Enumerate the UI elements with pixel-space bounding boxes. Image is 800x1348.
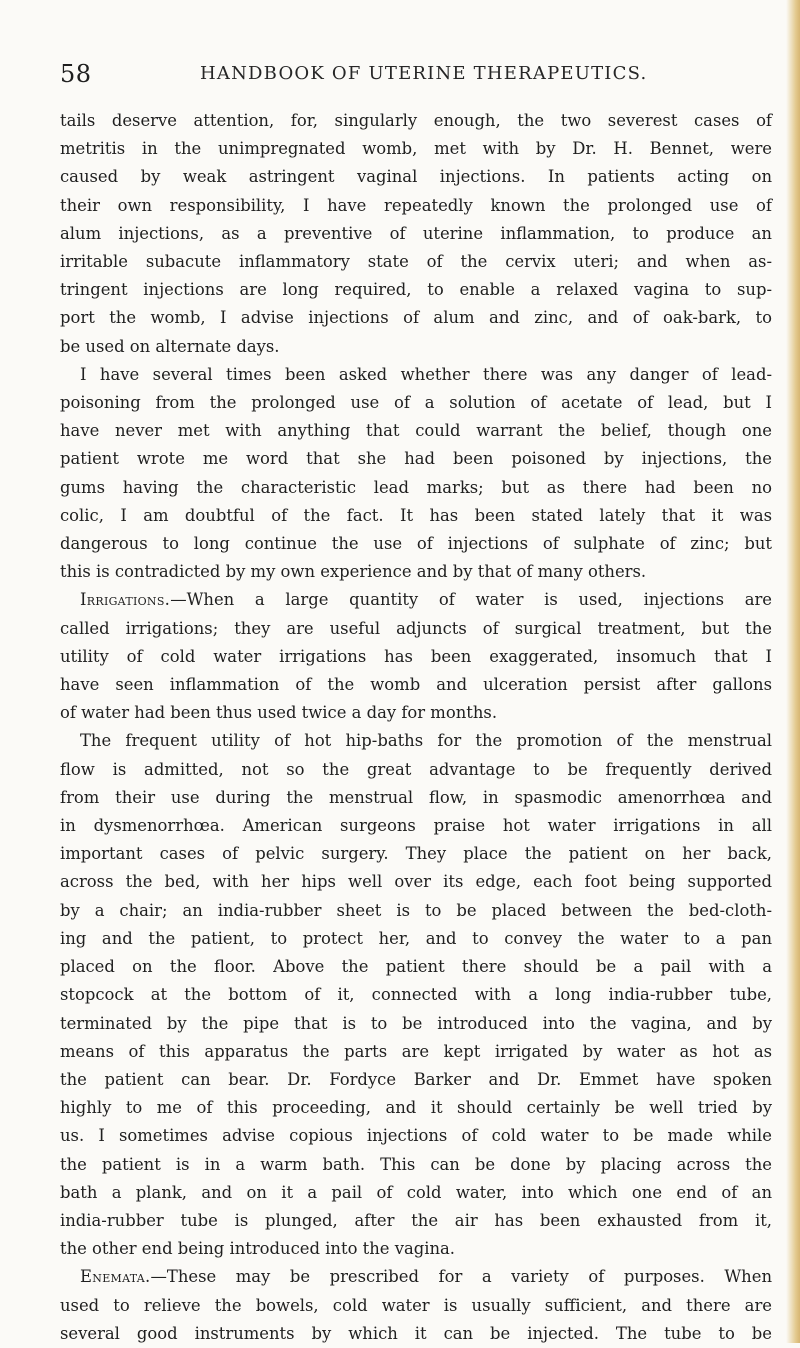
line-text: port the womb, I advise injections of alum and zinc, and of oak-bark, to xyxy=(60,308,772,328)
text-line xyxy=(60,756,772,784)
line-text: highly to me of this proceeding, and it should certainly be well tried by xyxy=(60,1098,772,1118)
text-line xyxy=(60,163,772,191)
line-text: —When a large quantity of water is used, injections are xyxy=(170,590,772,610)
text-line xyxy=(60,1066,772,1094)
line-text: ing and the patient, to protect her, and to convey the water to a pan xyxy=(60,928,772,948)
line-text: stopcock at the bottom of it, connected with a long india-rubber tube, xyxy=(60,985,772,1005)
line-text: in dysmenorrhœa. American surgeons praise hot water irrigations in all xyxy=(60,816,772,836)
text-line xyxy=(60,474,772,502)
line-text: tails deserve attention, for, singularly enough, the two severest cases of xyxy=(60,111,772,130)
line-text: flow is admitted, not so the great advantage to be frequently derived xyxy=(60,759,772,779)
text-line xyxy=(60,445,772,473)
line-text: be used on alternate days. xyxy=(60,336,280,356)
text-line xyxy=(60,1122,772,1150)
line-text: of water had been thus used twice a day for months. xyxy=(60,703,498,723)
text-line xyxy=(60,558,772,586)
line-text: have never met with anything that could warrant the belief, though one xyxy=(60,421,772,441)
line-text: from their use during the menstrual flow, in spasmodic amenorrhœa and xyxy=(60,787,772,807)
text-line xyxy=(60,615,772,643)
section-heading: Irrigations. xyxy=(80,590,171,610)
line-text: their own responsibility, I have repeatedly known the prolonged use of xyxy=(60,195,772,215)
line-text: irritable subacute inflammatory state of the cervix uteri; and when as- xyxy=(60,252,772,272)
text-line xyxy=(60,417,772,445)
line-text: colic, I am doubtful of the fact. It has been stated lately that it was xyxy=(60,505,772,525)
text-line xyxy=(60,1292,772,1320)
running-head: HANDBOOK OF UTERINE THERAPEUTICS. xyxy=(200,63,648,84)
line-text: means of this apparatus the parts are kept irrigated by water as hot as xyxy=(60,1041,772,1061)
line-text: metritis in the unimpregnated womb, met with by Dr. H. Bennet, were xyxy=(60,139,772,159)
line-text: india-rubber tube is plunged, after the air has been exhausted from it, xyxy=(60,1210,772,1230)
text-line xyxy=(60,840,772,868)
line-text: called irrigations; they are useful adjuncts of surgical treatment, but the xyxy=(60,618,772,638)
line-text: The frequent utility of hot hip-baths for the promotion of the menstrual xyxy=(80,731,772,751)
page-header xyxy=(60,54,760,94)
line-text: have seen inflammation of the womb and ulceration persist after gallons xyxy=(60,675,772,695)
line-text: patient wrote me word that she had been poisoned by injections, the xyxy=(60,449,772,469)
line-text: important cases of pelvic surgery. They place the patient on her back, xyxy=(60,844,772,864)
line-text: dangerous to long continue the use of injections of sulphate of zinc; but xyxy=(60,534,772,554)
line-text: placed on the floor. Above the patient there should be a pail with a xyxy=(60,957,772,977)
section-heading: Enemata. xyxy=(80,1267,151,1287)
page-edge-stain xyxy=(786,0,800,1343)
text-line xyxy=(60,502,772,530)
text-line xyxy=(60,1038,772,1066)
text-line xyxy=(60,925,772,953)
text-line xyxy=(60,1207,772,1235)
text-line xyxy=(60,1235,772,1263)
text-line xyxy=(60,220,772,248)
text-line xyxy=(60,727,772,755)
line-text: gums having the characteristic lead marks; but as there had been no xyxy=(60,477,772,497)
line-text: poisoning from the prolonged use of a solution of acetate of lead, but I xyxy=(60,393,772,413)
text-line xyxy=(60,897,772,925)
text-line xyxy=(60,812,772,840)
text-line xyxy=(60,389,772,417)
text-line xyxy=(60,643,772,671)
line-text: the patient is in a warm bath. This can be done by placing across the xyxy=(60,1154,772,1174)
body-text xyxy=(60,107,772,1348)
line-text: by a chair; an india-rubber sheet is to be placed between the bed-cloth- xyxy=(60,900,772,920)
text-line xyxy=(60,192,772,220)
text-line xyxy=(60,333,772,361)
line-text: utility of cold water irrigations has been exaggerated, insomuch that I xyxy=(60,646,772,666)
line-text: the other end being introduced into the vagina. xyxy=(60,1239,455,1259)
text-line xyxy=(60,361,772,389)
text-line xyxy=(60,1263,772,1291)
text-line xyxy=(60,586,772,614)
line-text: alum injections, as a preventive of uterine inflammation, to produce an xyxy=(60,223,772,243)
text-line xyxy=(60,1010,772,1038)
line-text: used to relieve the bowels, cold water is usually sufficient, and there are xyxy=(60,1295,772,1315)
text-line xyxy=(60,1179,772,1207)
line-text: I have several times been asked whether there was any danger of lead- xyxy=(80,364,772,384)
text-line xyxy=(60,135,772,163)
text-line xyxy=(60,248,772,276)
line-text: caused by weak astringent vaginal injections. In patients acting on xyxy=(60,167,772,187)
page-number: 58 xyxy=(60,60,92,88)
text-line xyxy=(60,868,772,896)
text-line xyxy=(60,276,772,304)
text-line xyxy=(60,953,772,981)
line-text: bath a plank, and on it a pail of cold water, into which one end of an xyxy=(60,1182,772,1202)
text-line xyxy=(60,784,772,812)
text-line xyxy=(60,1320,772,1348)
line-text: tringent injections are long required, to enable a relaxed vagina to sup- xyxy=(60,280,772,300)
line-text: terminated by the pipe that is to be introduced into the vagina, and by xyxy=(60,1013,772,1033)
text-line xyxy=(60,107,772,135)
text-line xyxy=(60,699,772,727)
line-text: this is contradicted by my own experience and by that of many others. xyxy=(60,562,647,582)
line-text: —These may be prescribed for a variety of purposes. When xyxy=(150,1267,772,1287)
text-line xyxy=(60,1094,772,1122)
line-text: us. I sometimes advise copious injections of cold water to be made while xyxy=(60,1126,772,1146)
text-line xyxy=(60,304,772,332)
line-text: several good instruments by which it can be injected. The tube to be xyxy=(60,1323,772,1343)
text-line xyxy=(60,671,772,699)
text-line xyxy=(60,530,772,558)
text-line xyxy=(60,1151,772,1179)
text-line xyxy=(60,981,772,1009)
line-text: the patient can bear. Dr. Fordyce Barker and Dr. Emmet have spoken xyxy=(60,1069,772,1089)
line-text: across the bed, with her hips well over its edge, each foot being supported xyxy=(60,872,772,892)
